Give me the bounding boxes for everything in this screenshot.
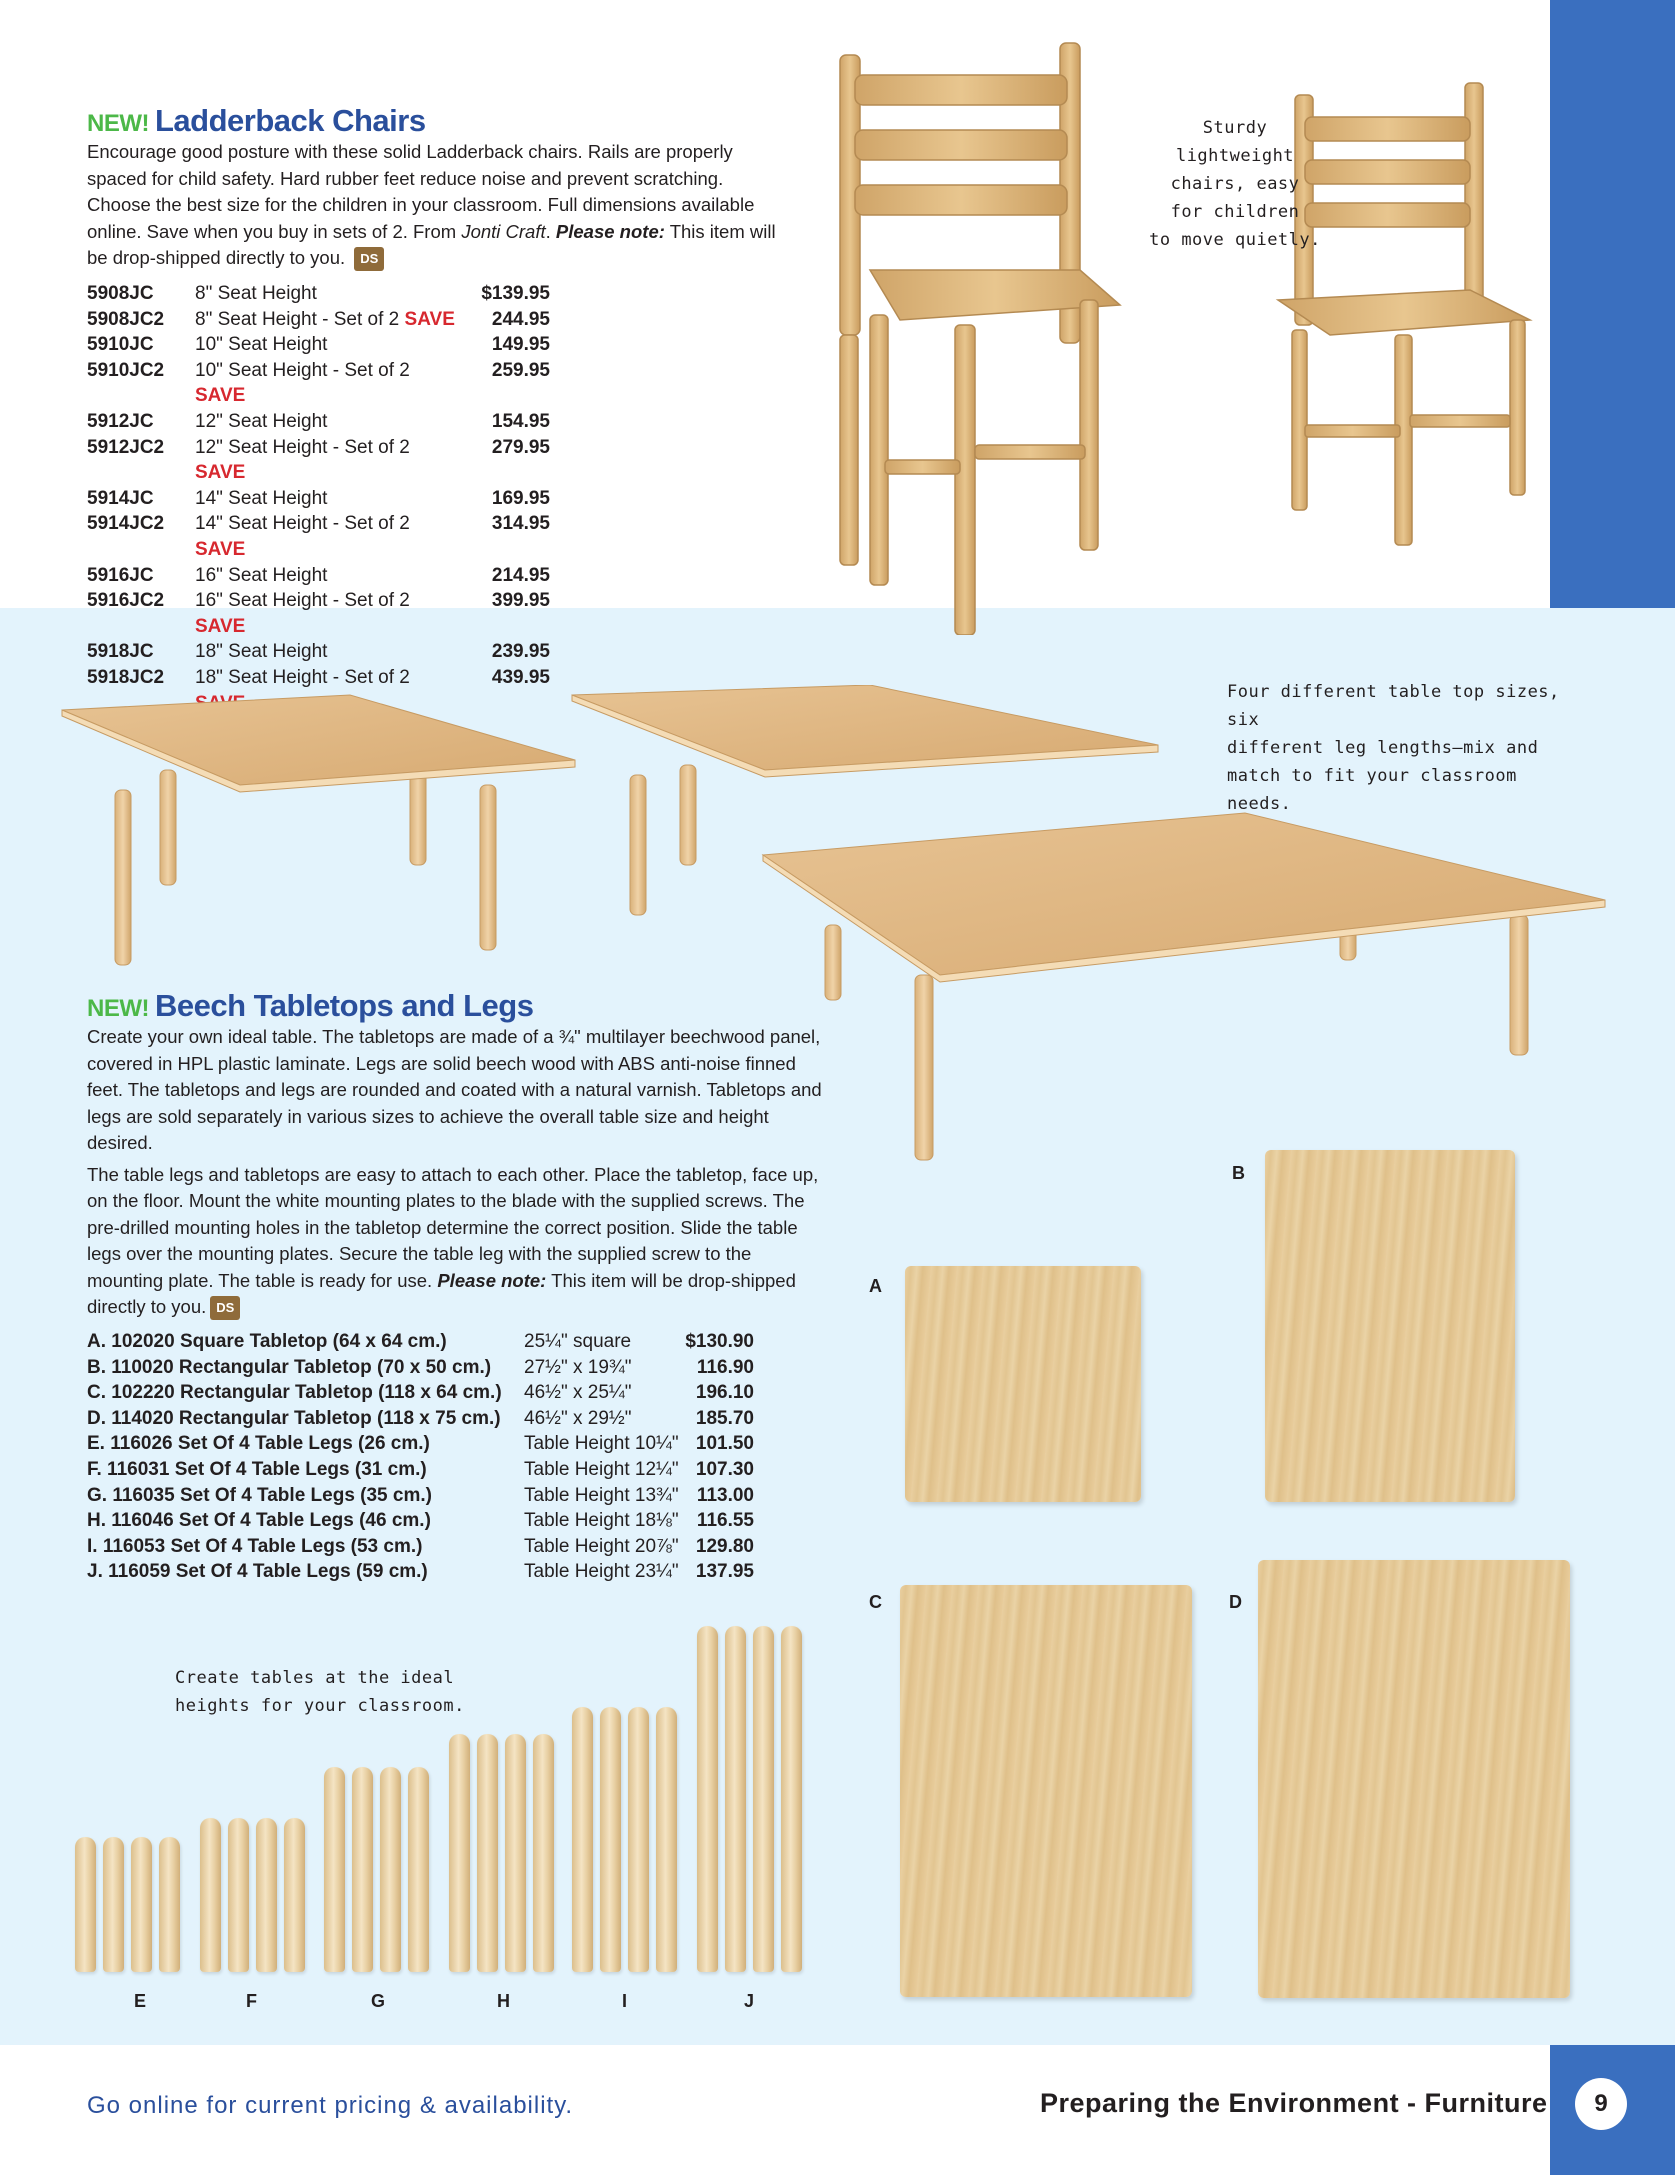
table-item-size: Table Height 20⅞" xyxy=(524,1535,679,1557)
chair-price-row xyxy=(87,281,550,307)
table-leg-j xyxy=(781,1626,802,1972)
chair-sku: 5912JC2 xyxy=(87,436,165,458)
table-item-name: H. 116046 Set Of 4 Table Legs (46 cm.) xyxy=(87,1510,431,1532)
chair-large xyxy=(840,43,1120,635)
chair-sku: 5908JC2 xyxy=(87,308,165,330)
table-item-name: B. 110020 Rectangular Tabletop (70 x 50 cm.) xyxy=(87,1356,492,1378)
table-item-size: Table Height 23¼" xyxy=(524,1561,679,1583)
table-leg-g xyxy=(380,1767,401,1972)
chair-price-row xyxy=(87,409,550,435)
table-item-price: 113.00 xyxy=(696,1484,754,1506)
table-item-size: Table Height 12¼" xyxy=(524,1458,679,1480)
chair-price-row xyxy=(87,435,550,486)
chairs-title-text: Ladderback Chairs xyxy=(154,103,426,138)
new-tag: NEW! xyxy=(87,995,149,1022)
footer-section-title: Preparing the Environment - Furniture xyxy=(1040,2088,1548,2118)
table-leg-i xyxy=(600,1707,621,1972)
table-square xyxy=(62,695,575,965)
chair-description xyxy=(195,435,455,486)
chair-desc-text: 10" Seat Height xyxy=(195,334,328,356)
table-item-name: C. 102220 Rectangular Tabletop (118 x 64 cm.) xyxy=(87,1382,502,1404)
save-badge: SAVE xyxy=(404,308,455,330)
table-leg-g xyxy=(408,1767,429,1972)
table-item-name: J. 116059 Set Of 4 Table Legs (59 cm.) xyxy=(87,1561,428,1583)
tabletop-swatch-a xyxy=(905,1266,1141,1502)
leg-label-g: G xyxy=(371,1991,386,2011)
table-leg-f xyxy=(200,1818,221,1972)
table-item-size: 46½" x 25¼" xyxy=(524,1382,632,1404)
table-item-price: 116.90 xyxy=(696,1356,754,1378)
table-item-size: 27½" x 19¾" xyxy=(524,1356,632,1378)
chair-desc-text: 18" Seat Height xyxy=(195,641,328,663)
table-leg-h xyxy=(477,1734,498,1972)
table-price-row xyxy=(87,1508,754,1534)
tables-desc-text: Create your own ideal table. The tabletops are made of a ¾" multilayer beechwood panel, covered in HPL plastic laminate. Legs are solid beech wood with ABS anti-noise finned feet. The tabletops and legs are rounded and coated with a natural varnish. Tabletops and legs are sold separately in various sizes to achieve the overall table size and height desired. xyxy=(87,1026,822,1153)
chair-sku: 5916JC xyxy=(87,564,154,586)
chair-price: 239.95 xyxy=(491,641,550,663)
drop-ship-icon: DS xyxy=(354,247,384,271)
new-tag: NEW! xyxy=(87,110,149,137)
table-price-row xyxy=(87,1431,754,1457)
chair-description xyxy=(195,511,455,562)
chairs-brand: Jonti Craft xyxy=(461,220,546,242)
chair-description xyxy=(195,332,455,358)
chairs-caption-line: for children xyxy=(1170,202,1300,222)
chair-sku: 5910JC xyxy=(87,334,154,356)
chairs-note-label: Please note: xyxy=(555,220,665,242)
chair-sku: 5914JC xyxy=(87,487,154,509)
chair-sku: 5914JC2 xyxy=(87,513,165,535)
chair-price: 214.95 xyxy=(491,564,550,586)
chair-price: 169.95 xyxy=(491,487,550,509)
save-badge: SAVE xyxy=(195,538,246,560)
table-item-price: 137.95 xyxy=(695,1561,754,1583)
chairs-price-list xyxy=(87,281,550,716)
chair-price: 279.95 xyxy=(491,436,550,458)
table-item-size: Table Height 10¼" xyxy=(524,1433,679,1455)
tables-price-list xyxy=(87,1329,754,1585)
tabletop-swatch-c xyxy=(900,1585,1192,1997)
legs-caption-line: heights for your classroom. xyxy=(175,1696,465,1716)
chair-description xyxy=(195,281,455,307)
table-leg-j xyxy=(725,1626,746,1972)
chair-desc-text: 16" Seat Height xyxy=(195,564,328,586)
table-leg-j xyxy=(753,1626,774,1972)
leg-label-j: J xyxy=(744,1991,755,2011)
table-price-row xyxy=(87,1355,754,1381)
chair-description xyxy=(195,307,455,333)
side-color-band xyxy=(1550,0,1675,608)
chair-price: 399.95 xyxy=(491,590,550,612)
chair-price-row xyxy=(87,307,550,333)
tables-description xyxy=(87,1024,822,1321)
chair-desc-text: 8" Seat Height - Set of 2 xyxy=(195,308,405,330)
chair-price-row xyxy=(87,486,550,512)
table-leg-g xyxy=(324,1767,345,1972)
table-leg-i xyxy=(656,1707,677,1972)
chair-price: 149.95 xyxy=(491,334,550,356)
table-leg-e xyxy=(159,1837,180,1972)
table-leg-e xyxy=(131,1837,152,1972)
chair-sku: 5916JC2 xyxy=(87,590,165,612)
swatch-label-d: D xyxy=(1229,1592,1242,1612)
table-price-row xyxy=(87,1406,754,1432)
swatch-label-a: A xyxy=(869,1276,882,1296)
chair-desc-text: 12" Seat Height xyxy=(195,410,328,432)
chair-price-row xyxy=(87,332,550,358)
chair-price: 154.95 xyxy=(491,410,550,432)
table-price-row xyxy=(87,1380,754,1406)
chair-desc-text: 10" Seat Height - Set of 2 xyxy=(195,359,410,381)
table-item-name: A. 102020 Square Tabletop (64 x 64 cm.) xyxy=(87,1331,447,1352)
table-leg-h xyxy=(505,1734,526,1972)
table-item-price: $130.90 xyxy=(685,1331,754,1352)
swatch-label-c: C xyxy=(869,1592,882,1612)
tables-note-text: This item will be drop-shipped directly to you. xyxy=(87,1269,796,1317)
tables-title-text: Beech Tabletops and Legs xyxy=(154,988,534,1023)
save-badge: SAVE xyxy=(195,462,246,484)
chair-desc-text: 12" Seat Height - Set of 2 xyxy=(195,436,410,458)
tables-caption-line: different leg lengths—mix and xyxy=(1227,738,1539,758)
chairs-desc-text: Encourage good posture with these solid Ladderback chairs. Rails are properly spaced for child safety. Hard rubber feet reduce noise and prevent scratching. Choose the best size for the children in your classroom. Full dimensions available online. Save when you buy in sets of 2. From xyxy=(87,141,755,242)
table-leg-h xyxy=(449,1734,470,1972)
chairs-description: Encourage good posture with these solid Ladderback chairs. Rails are properly spaced for child safety. Hard rubber feet reduce noise and prevent scratching. Choose the best size for the children in your classroom. Full dimensions available online. Save when you buy in sets of 2. From Jonti Craft. Please note: This item will be drop-shipped directly to you. DS xyxy=(87,139,787,272)
chair-desc-text: 18" Seat Height - Set of 2 xyxy=(195,666,410,688)
leg-label-f: F xyxy=(246,1991,257,2011)
legs-caption xyxy=(175,1664,475,1720)
table-item-price: 101.50 xyxy=(695,1433,754,1455)
chair-price-row xyxy=(87,358,550,409)
table-item-name: I. 116053 Set Of 4 Table Legs (53 cm.) xyxy=(87,1535,423,1557)
chair-price: 314.95 xyxy=(491,513,550,535)
table-item-size: 46½" x 29½" xyxy=(524,1407,632,1429)
chair-price: 439.95 xyxy=(491,666,550,688)
chair-desc-text: 8" Seat Height xyxy=(195,283,317,304)
table-price-row xyxy=(87,1534,754,1560)
chairs-caption-line: chairs, easy xyxy=(1170,174,1300,194)
table-item-price: 107.30 xyxy=(695,1458,754,1480)
tables-desc-text-2: The table legs and tabletops are easy to attach to each other. Place the tabletop, face up, on the floor. Mount the white mounting plates to the blade with the supplied screws. The pre-drilled mounting holes in the tabletop determine the correct position. Slide the table legs over the mounting plates. Secure the table leg with the supplied screw to the mounting plate. The table is ready for use. xyxy=(87,1163,819,1291)
table-price-row xyxy=(87,1329,754,1355)
chair-sku: 5912JC xyxy=(87,410,154,432)
tables-caption-line: Four different table top sizes, six xyxy=(1227,682,1560,730)
tabletop-swatch-d xyxy=(1258,1560,1570,1998)
table-item-size: Table Height 18⅛" xyxy=(524,1510,679,1532)
chair-desc-text: 16" Seat Height - Set of 2 xyxy=(195,590,410,612)
chair-description xyxy=(195,639,455,665)
tables-caption-line: match to fit your classroom needs. xyxy=(1227,766,1517,814)
chair-description xyxy=(195,409,455,435)
leg-label-i: I xyxy=(622,1991,628,2011)
legs-caption-line: Create tables at the ideal xyxy=(175,1668,455,1688)
table-leg-f xyxy=(284,1818,305,1972)
save-badge: SAVE xyxy=(195,615,246,637)
table-leg-i xyxy=(572,1707,593,1972)
chairs-note-text: This item will be drop-shipped directly to you. xyxy=(87,220,776,268)
chair-sku: 5918JC xyxy=(87,641,154,663)
table-item-size: Table Height 13¾" xyxy=(524,1484,679,1506)
chair-desc-text: 14" Seat Height - Set of 2 xyxy=(195,513,410,535)
tables-caption xyxy=(1227,678,1567,818)
swatch-label-b: B xyxy=(1232,1163,1245,1183)
drop-ship-icon: DS xyxy=(210,1296,240,1320)
chair-sku: 5918JC2 xyxy=(87,666,165,688)
table-leg-e xyxy=(103,1837,124,1972)
chair-price-row xyxy=(87,639,550,665)
table-item-size: 25¼" square xyxy=(524,1331,632,1352)
table-price-row xyxy=(87,1483,754,1509)
chair-price-row xyxy=(87,563,550,589)
chairs-caption-line: to move quietly. xyxy=(1149,230,1321,250)
save-badge: SAVE xyxy=(195,385,246,407)
chair-sku: 5910JC2 xyxy=(87,359,165,381)
table-item-price: 129.80 xyxy=(695,1535,754,1557)
chairs-caption xyxy=(1145,114,1325,254)
table-leg-j xyxy=(697,1626,718,1972)
table-leg-f xyxy=(256,1818,277,1972)
table-price-row xyxy=(87,1559,754,1585)
chair-sku: 5908JC xyxy=(87,283,154,304)
tables-title xyxy=(87,988,533,1024)
table-leg-i xyxy=(628,1707,649,1972)
chair-price-row xyxy=(87,588,550,639)
page-number: 9 xyxy=(1575,2078,1627,2130)
table-rectangular-front xyxy=(763,813,1605,1160)
chair-description xyxy=(195,358,455,409)
chair-price-row xyxy=(87,511,550,562)
chairs-caption-line: Sturdy lightweight xyxy=(1175,118,1295,166)
chair-price: 244.95 xyxy=(491,308,550,330)
leg-label-e: E xyxy=(134,1991,147,2011)
tabletop-swatch-b xyxy=(1265,1150,1515,1502)
table-leg-g xyxy=(352,1767,373,1972)
chair-description xyxy=(195,563,455,589)
table-item-name: F. 116031 Set Of 4 Table Legs (31 cm.) xyxy=(87,1458,427,1480)
table-item-price: 196.10 xyxy=(695,1382,754,1404)
chair-price: 259.95 xyxy=(491,359,550,381)
chair-description xyxy=(195,588,455,639)
tables-note-label: Please note: xyxy=(437,1269,547,1291)
table-item-price: 116.55 xyxy=(696,1510,754,1532)
table-leg-h xyxy=(533,1734,554,1972)
table-item-price: 185.70 xyxy=(695,1407,754,1429)
chair-description xyxy=(195,486,455,512)
table-item-name: D. 114020 Rectangular Tabletop (118 x 75 cm.) xyxy=(87,1407,501,1429)
leg-label-h: H xyxy=(497,1991,510,2011)
chair-desc-text: 14" Seat Height xyxy=(195,487,328,509)
table-leg-f xyxy=(228,1818,249,1972)
table-price-row xyxy=(87,1457,754,1483)
chairs-title xyxy=(87,103,426,139)
table-leg-e xyxy=(75,1837,96,1972)
tables-assembly-text xyxy=(87,1162,822,1321)
chair-price: $139.95 xyxy=(481,283,550,304)
table-item-name: E. 116026 Set Of 4 Table Legs (26 cm.) xyxy=(87,1433,430,1455)
table-item-name: G. 116035 Set Of 4 Table Legs (35 cm.) xyxy=(87,1484,432,1506)
footer-online-link[interactable]: Go online for current pricing & availability. xyxy=(87,2092,574,2119)
